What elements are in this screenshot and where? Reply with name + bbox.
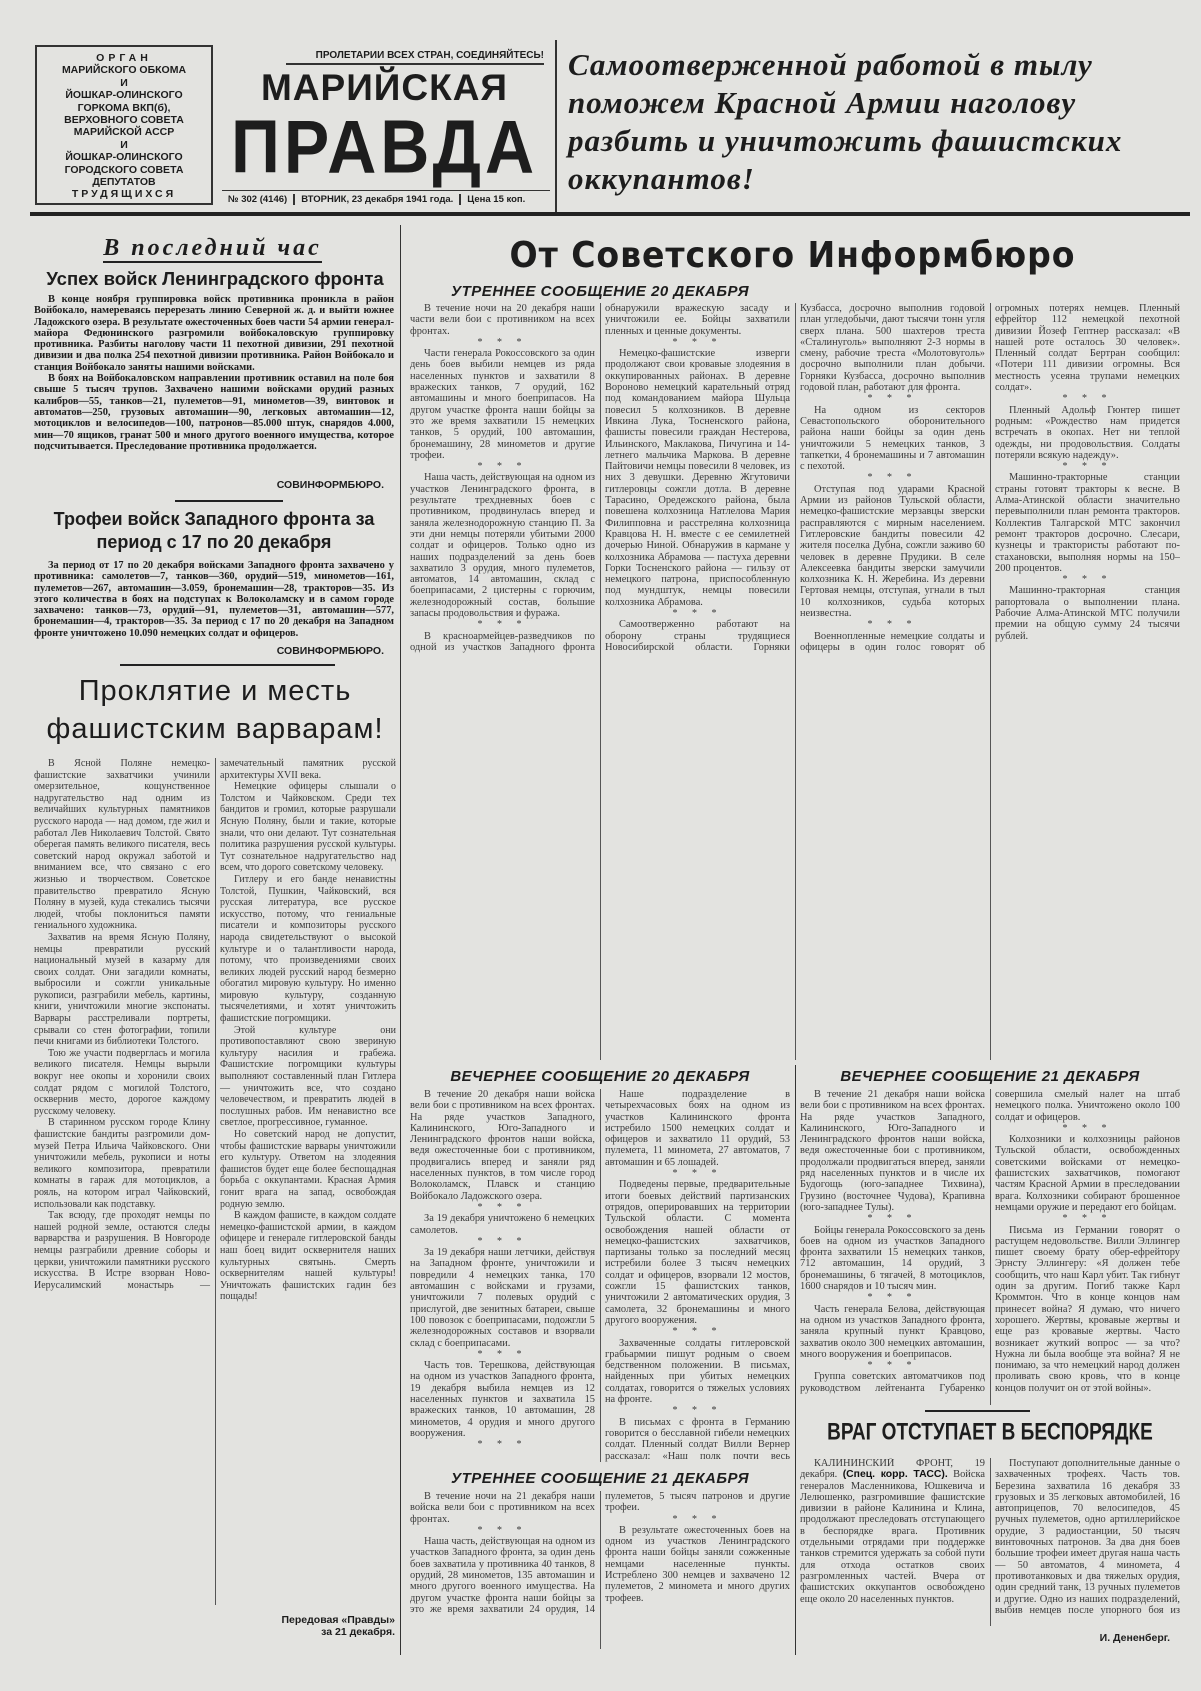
publisher-line: ДЕПУТАТОВ — [92, 176, 156, 189]
paragraph: Тою же участи подверглась и могила великого писателя. Немцы вырыли вокруг нее окопы и хоронили своих солдат рядом с могилой Толстого, осквернив место, дорогое каждому русскому человеку. — [34, 1047, 210, 1117]
separator-stars: * * * — [477, 461, 528, 473]
paragraph: В течение ночи на 20 декабря наши части вели бои с противником на всех фронтах. — [410, 303, 595, 337]
paragraph: В течение 21 декабря наши войска вели бои с противником на всех фронтах. На ряде участков Западного, Калининского, Юго-Западного и Ленинградского фронтов наши войска, ведя ожесточенные бои с противником, продолжали продвигаться вперед, заняли ряд населенных пунктов и в числе их Будогощь (юго-западнее Тихвина), Грузино (восточнее Чудова), Крапивна (юго-западнее Тулы). — [800, 1089, 985, 1213]
publisher-line: ГОРОДСКОГО СОВЕТА — [64, 163, 184, 176]
separator-stars: * * * — [867, 1292, 918, 1304]
paragraph: Колхозники и колхозницы районов Тульской области, освобожденных советскими войсками от немецко-фашистских захватчиков, помогают частям Красной Армии в преследовании врага. Колхозники собирают брошенное немцами оружие и передают его бойцам. — [995, 1134, 1180, 1213]
issue-number: № 302 (4146) — [222, 194, 295, 205]
separator-stars: * * * — [672, 1326, 723, 1338]
morning-20-body — [410, 303, 1180, 1060]
separator-stars: * * * — [1062, 393, 1113, 405]
front-slogan: Самоотверженной работой в тылу поможем Красной Армии наголову разбить и уничтожить фашистских оккупантов! — [568, 47, 1123, 196]
article-trophies-title: Трофеи войск Западного фронта за период с 17 по 20 декабря — [53, 509, 375, 552]
editorial-body — [34, 758, 396, 1605]
paragraph: Подведены первые, предварительные итоги боевых действий партизанских отрядов, оперировавших на территории Тульской области. С момента освобождения нашей области от немецко-фашистских захватчиков, партизаны только за последний месяц истребили более 3 тысяч немецких солдат и офицеров, взорвали 12 мостов, сожгли 15 фашистских танков, уничтожили 2 автоматических орудия, 3 самолета, 32 бронемашины и много другого вооружения. — [605, 1179, 790, 1326]
masthead-divider — [555, 40, 557, 212]
paragraph: Гитлеру и его банде ненавистны Толстой, Пушкин, Чайковский, вся русская литература, все русское искусство, потому, что гениальные писатели и композиторы русского народа свидетельствуют о высокой культуре и о талантливости народа, потому, что произведениями своих великих людей русский народ безмерно обогатил мировую культуру. Но именно мировую культуру, созданную тысячелетиями, и хотят уничтожить фашистские погромщики. — [220, 873, 396, 1025]
publisher-line: МАРИЙСКОГО ОБКОМА — [61, 64, 187, 77]
paragraph: В течение ночи на 21 декабря наши войска вели бои с противником на всех фронтах. — [410, 1491, 595, 1525]
informburo-title: От Советского Информбюро — [509, 235, 1076, 276]
paragraph: Машинно-тракторные станции страны готовят тракторы к весне. В Алма-Атинской области значительно перевыполнили план ремонта тракторов. Коллектив Талгарской МТС закончил ремонт тракторов досрочно. Слесари, кузнецы и трактористы работают по-стахановски, выполняя нормы на 150–200 процентов. — [995, 472, 1180, 574]
publisher-line: ГОРКОМА ВКП(б), — [77, 101, 171, 114]
paragraph: В результате ожесточенных боев на одном из участков Ленинградского фронта наши бойцы заняли сожженные немцами населенные пункты. Истреблено 300 немцев и захвачено 12 пулеметов, 2 миномета и много других трофеев. — [605, 1524, 790, 1604]
paragraph: За период от 17 по 20 декабря войсками Западного фронта захвачено у противника: самолетов—7, танков—360, орудий—519, минометов—161, пулеметов—267, автомашин—3.059, бронемашин—28, тракторов—35. Из этого количества в боях на подступах к Волоколамску и в самом городе захвачено: танков—73, орудий—91, пулеметов—31, автомашин—577, бронемашин—4, тракторов—35. За период с 17 по 20 декабря на Западном фронте уничтожено 10.090 немецких солдат и офицеров. — [34, 560, 394, 639]
paragraph: На одном из секторов Севастопольского оборонительного района наши бойцы за один день уничтожили 5 немецких танков, 3 тапкетки, 4 бронемашины и 7 автомашин с пехотой. — [800, 404, 985, 473]
paragraph: Военнопленные немецкие солдаты и офицеры в один голос говорят об огромных потерях немцев. Пленный ефрейтор 112 немецкой пехотной дивизии Йозеф Гептнер рассказал: «В нашей роте осталось 30 человек». Пленный солдат Бертран сообщил: «Потери 111 дивизии огромны. Вся местность усеяна трупами немецких солдат». — [800, 303, 1180, 653]
signature-line2: за 21 декабря. — [321, 1626, 395, 1638]
paragraph: Немецкие офицеры слышали о Толстом и Чайковском. Среди тех бандитов и громил, которые разрушали Ясную Поляну, были и такие, которые знали, что они делают. Тут сознательная политика разрушения русской культуры. Тут сознательное надругательство над всем, что дорого советскому человеку. — [220, 781, 396, 874]
publisher-line: ВЕРХОВНОГО СОВЕТА — [64, 114, 184, 127]
paragraph: Часть тов. Терешкова, действующая на одном из участков Западного фронта, 19 декабря выбила немцев из 12 населенных пунктов и захватила 15 вражеских танков, 10 автомашин, 28 минометов, 4 орудия и много другого вооружения. — [410, 1360, 595, 1439]
issue-date: ВТОРНИК, 23 декабря 1941 года. — [295, 194, 461, 205]
article-trophies-body — [34, 560, 394, 639]
publisher-line: ЙОШКАР-ОЛИНСКОГО — [65, 89, 183, 102]
evening-21-heading: ВЕЧЕРНЕЕ СООБЩЕНИЕ 21 ДЕКАБРЯ — [840, 1068, 1140, 1085]
signature-line1: Передовая «Правды» — [281, 1614, 395, 1626]
article-trophies-signature: СОВИНФОРМБЮРО. — [276, 645, 384, 657]
paragraph: Наша часть, действующая на одном из участков Западного фронта, за один день боев захватила у противника 40 танков, 8 орудий, 28 минометов, 135 автомашин и много другого военного имущества. На другом участке фронта наши бойцы за это же время захватили 24 орудия, 14 пулеметов, 5 тысяч патронов и другие трофеи. — [410, 1491, 790, 1615]
separator-stars: * * * — [477, 336, 528, 348]
separator-stars: * * * — [672, 1405, 723, 1417]
separator-stars: * * * — [477, 1235, 528, 1247]
paragraph: Этой культуре они противопоставляют свою звериную культуру насилия и грабежа. Фашистские погромщики культуры выполняют составленный план Гитлера — уничтожить все, что создано человечеством, и превратить людей в послушных рабов. Им ненавистно все светлое, прогрессивное, гуманное. — [220, 1024, 396, 1129]
publisher-line: ЙОШКАР-ОЛИНСКОГО — [65, 151, 183, 164]
paragraph: Часть генерала Белова, действующая на одном из участков Западного фронта, заняла крупный пункт Кравцово, захватив около 300 немецких автомашин, много вооружения и боеприпасов. — [800, 1303, 985, 1360]
paragraph: В каждом фашисте, в каждом солдате немецко-фашистской армии, в каждом офицере и генерале гитлеровской банды наш боец видит осквернителя наших культурных святынь. Смерть осквернителям нашей культуры! Уничтожать фашистских гадин без пощады! — [220, 1210, 396, 1303]
article-leningrad-title: Успех войск Ленинградского фронта — [46, 268, 384, 289]
paragraph: Части генерала Рокоссовского за один день боев выбили немцев из ряда населенных пунктов и захватили 8 вражеских танков, 7 орудий, 162 автомашины и много боеприпасов. На другом участке фронта наши бойцы за это же время захватили 15 немецких танков, 5 орудий, 100 автомашин, бронемашину, 28 минометов и другие трофеи. — [410, 348, 595, 461]
separator-stars: * * * — [477, 619, 528, 631]
publisher-box — [35, 45, 213, 205]
paragraph: В красноармейцев-разведчиков по одной из участков Западного фронта обнаружили вражескую засаду и уничтожили ее. Бойцы захватили пленных и ценные документы. — [410, 303, 790, 653]
paragraph: Захваченные солдаты гитлеровской грабьармии пишут родным о своем бедственном положении. В письмах, найденных при убитых немецких солдатах, говорится о тяжелых условиях на фронте. — [605, 1337, 790, 1406]
editorial-signature — [215, 1614, 395, 1638]
paragraph: За 19 декабря наши летчики, действуя на Западном фронте, уничтожили и повредили 4 немецких танка, 170 автомашин с войсками и грузами, уничтожили 7 полевых орудий с прислугой, две зенитных батареи, свыше 100 повозок с боеприпасами, подожгли 5 железнодорожных составов и взорвали склад с боеприпасами. — [410, 1247, 595, 1349]
motto: ПРОЛЕТАРИИ ВСЕХ СТРАН, СОЕДИНЯЙТЕСЬ! — [286, 50, 544, 65]
dateline: КАЛИНИНСКИЙ ФРОНТ, 19 декабря. — [800, 1458, 985, 1481]
paragraph: В Ясной Поляне немецко-фашистские захватчики учинили омерзительное, кощунственное надругательство над одним из величайших культурных памятников русского народа — над домом, где жил и работал Лев Николаевич Толстой. Свято оберегая память великого писателя, весь советский народ окружал заботой и вниманием все, что связано с его жизнью и творчеством. Советское правительство превратило Ясную Поляну в музей, куда стекались тысячи людей, чтобы поклониться памяти гениального художника. — [34, 758, 210, 932]
separator-stars: * * * — [867, 1213, 918, 1225]
editorial-title — [30, 672, 400, 748]
publisher-line: И — [120, 76, 128, 89]
separator — [175, 500, 283, 502]
enemy-retreats-body — [800, 1458, 1180, 1626]
paragraph: Наше подразделение в четырехчасовых боях на одном из участков Калининского фронта истребило 1500 немецких солдат и офицеров и захватило 11 орудий, 53 пулемета, 11 миномета, 27 автоматов, 7 автомашин и 65 лошадей. — [605, 1089, 790, 1168]
paragraph: В письмах с фронта в Германию говорится о бесславной гибели немецких солдат. Пленный солдат Вилли Вернер рассказал: «Наш полк почти весь — [605, 1416, 790, 1462]
paragraph: Отступая под ударами Красной Армии из районов Тульской области, немецко-фашистские мерзавцы зверски расправляются с мирным населением. Гитлеровские бандиты повесили 42 жителя поселка Дубна, сожгли заживо 60 человек в деревне Прудики. В селе Алексеевка бандиты зверски замучили колхозника К. Н. Жеребина. Из деревни Гертовая немцы, отступая, угнали в тыл 10 колхозников, судьба которых неизвестна. — [800, 483, 985, 620]
paragraph: Захватив на время Ясную Поляну, немцы превратили русский национальный музей в казарму для своих солдат. Они загадили комнаты, выбросили и сожгли уникальные рукописи, разграбили мебель, картины, книги, уничтожили многие экспонаты. Варвары расстреливали портреты, срывали со стен фотографии, топили печи книгами из библиотеки Толстого. — [34, 931, 210, 1048]
editorial-title-line2: фашистским варварам! — [46, 713, 384, 745]
editorial-title-line1: Проклятие и месть — [78, 675, 352, 707]
rubric-last-hour — [30, 234, 395, 265]
separator-stars: * * * — [672, 1168, 723, 1180]
separator-stars: * * * — [867, 393, 918, 405]
publisher-line: И — [120, 138, 128, 151]
paragraph: Войска генералов Масленникова, Юшкевича и Лелюшенко, разгромившие фашистские дивизии в районе Калинина и Клина, продолжают преследовать отступающего в беспорядке врага. Противник отдельными отрядами при поддержке танков стремится удержать за собой пути для отхода остатков своих разгромленных частей. Вчера от фашистских оккупантов освобождено еще около 20 населенных пунктов. — [800, 1469, 985, 1605]
article-leningrad-signature: СОВИНФОРМБЮРО. — [276, 479, 384, 491]
evening-20-body — [410, 1089, 790, 1462]
newspaper-title-line1: МАРИЙСКАЯ — [260, 67, 509, 108]
paragraph: Пленный Адольф Гюнтер пишет родным: «Рождество нам придется встречать в окопах. Нет ни теплой одежды, ни продовольствия. Солдаты потеряли всякую надежду». — [995, 404, 1180, 461]
paragraph: Письма из Германии говорят о растущем недовольстве. Вилли Эллингер пишет своему брату обер-ефрейтору Эрнсту Эллингеру: «Я должен тебе сообщить, что наш Карл убит. Так гибнут один за другим. Погиб также Карл Кроммтон. Что в конце концов нам принесет война? Я думаю, что ничего хорошего. Жертвы, кровавые жертвы и еще раз кровавые жертвы. Часто возникает жуткий вопрос — за что? Нужна ли была вообще эта война? Я не понимаю, за что немецкий народ должен проливать свою кровь, что в конце концов получит он от этой войны». — [995, 1224, 1180, 1394]
paragraph: В конце ноября группировка войск противника проникла в район Войбокало, намереваясь перерезать линию Северной ж. д. и выйти южнее Ладожского озера. В результате ожесточенных боев части 54 армии генерал-майора Федюнинского разгромили войбокаловскую группировку противника. Разбиты наголову части 11 пехотной дивизии, 291 пехотной дивизии и два полка 254 пехотной дивизии противника. Район Войбокало и станция Войбокало заняты нашими войсками. — [34, 294, 394, 373]
paragraph: Немецко-фашистские изверги продолжают свои кровавые злодеяния в оккупированных районах. В деревне Вороново немецкий карательный отряд под командованием майора Шульца повесил 5 колхозников. В деревне Ивкина Лука, Тосненского района, фашисты повесили граждан Нестерова, Ильинского, Маклакова, Пичугина и 14-летнего мальчика Маркова. В деревне Пайтовичи немцы повесили 8 человек, из них 3 девушки. Деревню Жгутовичи гитлеровцы сожгли дотла. В деревне Тарасино, Оредежского района, была повешена колхозница Натлелова Мария Филипповна и расстреляна колхозница Кравцова Н. Н. вместе с ее семилетней дочерью Ниной. Обнаружив в кармане у колхозника Абрамова — пастуха деревни Горки Тосненского района — гильзу от немецкого патрона, приспособленную под мундштук, немцы повесили колхозника Абрамова. — [605, 348, 790, 608]
publisher-line: ОРГАН — [96, 52, 152, 64]
paragraph: Группа советских автоматчиков под руководством лейтенанта Губаренко совершила смелый налет на штаб немецкого полка. Уничтожено около 100 солдат и офицеров. — [800, 1089, 1180, 1394]
separator-stars: * * * — [672, 336, 723, 348]
rubric-text: В последний час — [103, 235, 322, 261]
paragraph: Самоотверженно работают на оборону страны трудящиеся Новосибирской области. Горняки Кузбасса, досрочно выполнив годовой план угледобычи, дают тысячи тонн угля сверх плана. 500 шахтеров треста «Сталинуголь» выполняют 2-3 нормы в смену, рабочие треста «Молотовуголь» досрочно выполнили план добычи. Горняки Кузбасса, досрочно выполнив годовой план, работают для фронта. — [605, 303, 985, 653]
article-leningrad-body — [34, 294, 394, 475]
enemy-retreats-signature: И. Дененберг. — [1099, 1632, 1170, 1644]
paragraph: Машинно-тракторная станция рапортовала о выполнении плана. Рабочие Алма-Атинской МТС получили премии на общую сумму 24 тысячи рублей. — [995, 585, 1180, 642]
paragraph: Наша часть, действующая на одном из участков Ленинградского фронта, в результате трехдневных боев с противником, продвинулась вперед и заняла железнодорожную станцию П. За эти дни немцы потеряли убитыми 2000 солдат и офицеров. Только одно из наших подразделений за день боев захватило 3 орудия, много пулеметов, автоматов, 14 автомашин, склад с боеприпасами, 2 цистерны с горючим, железнодорожный состав, большие запасы продовольствия и фуража. — [410, 472, 595, 620]
masthead-rule — [30, 212, 1190, 216]
separator-stars: * * * — [867, 619, 918, 631]
paragraph: В старинном русском городе Клину фашистские бандиты разгромили дом-музей Петра Ильича Чайковского. Они уничтожили мебель, рукописи и ноты великого композитора, превратили комнаты в гараж для мотоциклов, а рояль, на котором играл Чайковский, использовали как подставку. — [34, 1117, 210, 1210]
evening-21-body — [800, 1089, 1180, 1405]
separator-stars: * * * — [1062, 1122, 1113, 1134]
paragraph: Поступают дополнительные данные о захваченных трофеях. Часть тов. Березина захватила 16 декабря 33 грузовых и 35 легковых автомобилей, 16 автоприцепов, 70 велосипедов, 45 ручных пулеметов, одно артиллерийское орудие, 3 радиостанции, 50 тысяч винтовочных патронов. За два дня боев большие трофеи имеет другая наша часть — 50 автоматов, 4 миномета, 4 противотанковых и два тяжелых орудия, один средний танк, 13 ручных пулеметов и другие. Одно из наших подразделений, выбив немцев после упорного боя из — [995, 1458, 1180, 1616]
column-divider — [400, 225, 401, 1655]
separator-stars: * * * — [1062, 461, 1113, 473]
issue-price: Цена 15 коп. — [467, 194, 526, 205]
byline: (Спец. корр. ТАСС). — [842, 1469, 948, 1481]
separator — [925, 1410, 1030, 1412]
paragraph: За 19 декабря уничтожено 6 немецких самолетов. — [410, 1213, 595, 1236]
publisher-line: ТРУДЯЩИХСЯ — [71, 188, 177, 201]
separator — [120, 664, 335, 666]
paragraph: В течение 20 декабря наши войска вели бои с противником на всех фронтах. На ряде участков Западного, Калининского, Юго-Западного и Ленинградского фронтов наши войска, ведя ожесточенные бои с противником, продвигались вперед и заняли ряд населенных пунктов, в том числе город Волоколамск, Плавск и станцию Войбокало Ладожского озера. — [410, 1089, 595, 1202]
separator-stars: * * * — [672, 608, 723, 620]
issue-info-bar — [222, 190, 550, 205]
separator-stars: * * * — [1062, 1213, 1113, 1225]
column-divider — [795, 1065, 796, 1655]
paragraph: Бойцы генерала Рокоссовского за день боев на одном из участков Западного фронта захватили 15 немецких танков, 712 автомашин, 14 орудий, 3 бронемашины, 6 тягачей, 8 мотоциклов, 1600 снарядов и 10 тысяч мин. — [800, 1224, 985, 1293]
separator-stars: * * * — [477, 1348, 528, 1360]
separator-stars: * * * — [672, 1513, 723, 1525]
publisher-line: МАРИЙСКОЙ АССР — [73, 126, 175, 139]
evening-20-heading: ВЕЧЕРНЕЕ СООБЩЕНИЕ 20 ДЕКАБРЯ — [450, 1068, 750, 1085]
enemy-retreats-title: ВРАГ ОТСТУПАЕТ В БЕСПОРЯДКЕ — [827, 1419, 1153, 1446]
newspaper-title-line2: ПРАВДА — [230, 105, 539, 190]
separator-stars: * * * — [477, 1524, 528, 1536]
morning-21-heading: УТРЕННЕЕ СООБЩЕНИЕ 21 ДЕКАБРЯ — [450, 1470, 750, 1487]
separator-stars: * * * — [867, 472, 918, 484]
paragraph: В боях на Войбокаловском направлении противник оставил на поле боя свыше 5 тысяч трупов. Захвачено нашими войсками орудий разных калибров—55, танков—21, пулеметов—91, минометов—39, винтовок и автоматов—250, грузовых автомашин—90, легковых автомашин—12, мотоциклов и велосипедов—100, патронов—85.000 штук, снарядов 4.000, мин—70 ящиков, гранат 500 и много другого военного имущества, которое подсчитывается. Преследование противника продолжается. — [34, 373, 394, 452]
separator-stars: * * * — [867, 1360, 918, 1372]
separator-stars: * * * — [477, 1439, 528, 1451]
separator-stars: * * * — [1062, 574, 1113, 586]
paragraph: Так всюду, где проходят немцы по нашей родной земле, остаются следы варварства и разрушения. В Новгороде немцы разграбили древние соборы и церкви, уничтожили памятники русского искусства. В Истре взорван Ново-Иерусалимский монастырь — замечательный памятник русской архитектуры XVII века. — [34, 758, 396, 1291]
morning-20-heading: УТРЕННЕЕ СООБЩЕНИЕ 20 ДЕКАБРЯ — [450, 283, 750, 300]
separator-stars: * * * — [477, 1201, 528, 1213]
paragraph: Но советский народ не допустит, чтобы фашистские варвары уничтожили его культуру. Ответом на злодеяния фашистов будет еще более беспощадная борьба с оккупантами. Красная Армия гонит врага на запад, освобождая родную землю. — [220, 1129, 396, 1210]
morning-21-body — [410, 1491, 790, 1649]
